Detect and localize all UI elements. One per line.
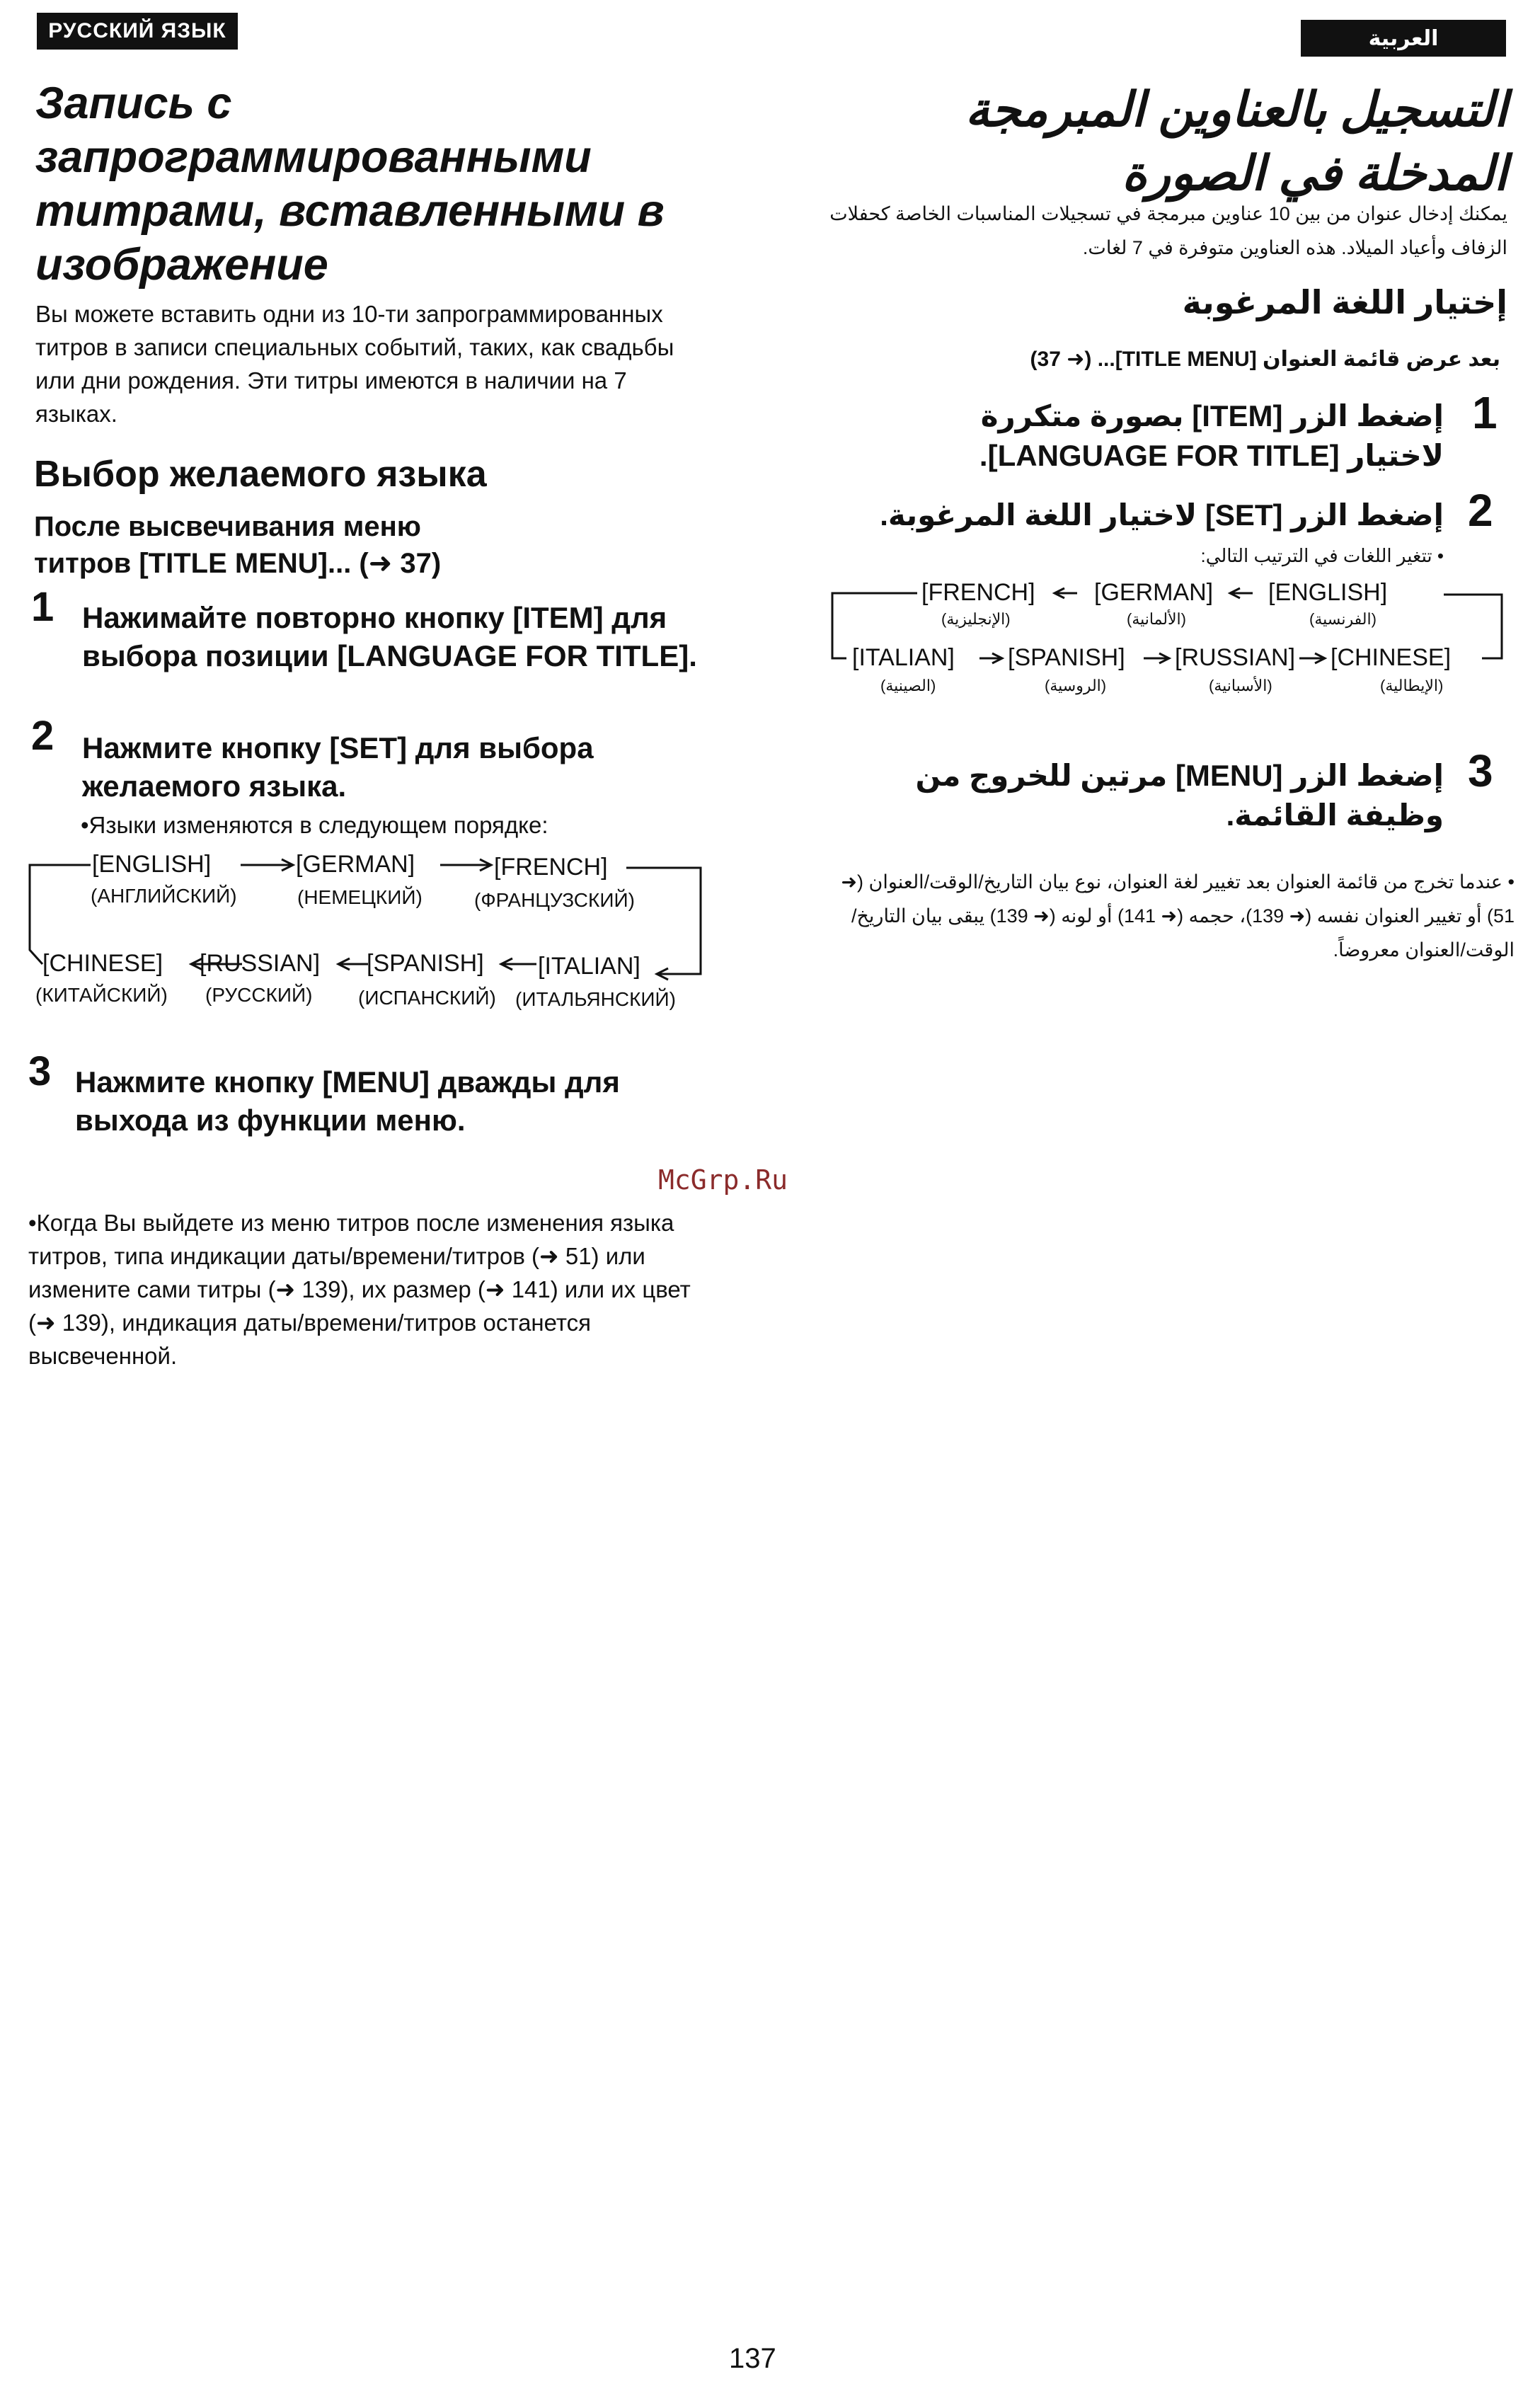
ru-step-3-text: Нажмите кнопку [MENU] дважды для выхода из функции меню. — [75, 1065, 620, 1137]
ar-flow-german-local: (الألمانية) — [1127, 610, 1186, 628]
ru-flow-english: [ENGLISH] — [92, 851, 212, 878]
ru-flow-german: [GERMAN] — [296, 851, 415, 878]
ru-flow-spanish-local: (ИСПАНСКИЙ) — [358, 987, 496, 1009]
ar-flow-russian-local: (الأسبانية) — [1209, 677, 1272, 694]
ar-flow-german: [GERMAN] — [1094, 579, 1214, 606]
ar-step-2-number: 2 — [1468, 485, 1493, 536]
ar-flow-italian-local: (الصينية) — [880, 677, 936, 694]
ar-order-note: • تتغير اللغات في الترتيب التالي: — [1200, 545, 1444, 566]
ar-sub-heading: بعد عرض قائمة العنوان [TITLE MENU]... (➜ 37) — [1030, 348, 1500, 371]
ar-flow-english: [ENGLISH] — [1268, 579, 1388, 606]
ru-flow-russian: [RUSSIAN] — [200, 950, 321, 977]
watermark: McGrp.Ru — [658, 1164, 788, 1196]
ar-flow-spanish: [SPANISH] — [1008, 644, 1125, 671]
ru-flow-french: [FRENCH] — [494, 854, 608, 881]
ar-flow-chinese: [CHINESE] — [1331, 644, 1452, 671]
ru-flow-italian: [ITALIAN] — [538, 953, 640, 980]
ru-flow-german-local: (НЕМЕЦКИЙ) — [297, 886, 423, 908]
ar-flow-spanish-local: (الروسية) — [1045, 677, 1107, 694]
ru-flow-chinese: [CHINESE] — [42, 950, 163, 977]
ru-flow-chinese-local: (КИТАЙСКИЙ) — [35, 984, 168, 1006]
ru-flow-russian-local: (РУССКИЙ) — [205, 984, 313, 1006]
ar-flow-lines — [778, 552, 1540, 722]
ru-step-1-text: Нажимайте повторно кнопку [ITEM] для выбора позиции [LANGUAGE FOR TITLE]. — [82, 601, 697, 672]
ar-intro: يمكنك إدخال عنوان من بين 10 عناوين مبرمجة في تسجيلات المناسبات الخاصة كحفلات الزفاف وأعياد الميلاد. هذه العناوين متوفرة في 7 لغات. — [829, 203, 1507, 258]
ru-sub-heading: После высвечивания меню титров [TITLE MENU]... (➜ 37) — [34, 511, 442, 579]
ar-page-title: التسجيل بالعناوين المبرمجة المدخلة في الصورة — [965, 83, 1507, 200]
ar-footnote: • عندما تخرج من قائمة العنوان بعد تغيير لغة العنوان، نوع بيان التاريخ/الوقت/العنوان (➜ 51) أو تغيير العنوان نفسه (➜ 139)، حجمه (➜ 141) أو لونه (➜ 139) يبقى بيان التاريخ/الوقت/العنوان معروضاً. — [841, 871, 1515, 961]
ar-step-2-text: إضغط الزر [SET] لاختيار اللغة المرغوبة. — [880, 498, 1444, 532]
ar-step-3-number: 3 — [1468, 745, 1493, 796]
ar-step-3-text: إضغط الزر [MENU] مرتين للخروج من وظيفة القائمة. — [915, 759, 1444, 832]
ar-flow-italian: [ITALIAN] — [852, 644, 955, 671]
ru-page-title: Запись с запрограммированными титрами, вставленными в изображение — [35, 79, 665, 290]
ar-language-tab: العربية — [1301, 20, 1506, 57]
ru-order-note: •Языки изменяются в следующем порядке: — [81, 812, 548, 838]
ar-flow-french-local: (الإنجليزية) — [941, 610, 1011, 628]
ar-flow-english-local: (الفرنسية) — [1309, 610, 1377, 628]
ar-step-1-text: إضغط الزر [ITEM] بصورة متكررة لاختيار [LANGUAGE FOR TITLE]. — [979, 399, 1444, 472]
ar-section-heading: إختيار اللغة المرغوبة — [1182, 284, 1507, 321]
ru-step-3-number: 3 — [28, 1048, 52, 1094]
ru-footnote: •Когда Вы выйдете из меню титров после изменения языка титров, типа индикации даты/времени/титров (➜ 51) или измените сами титры (➜ 139), их размер (➜ 141) или их цвет (➜ 139), индикация даты/времени/титров останется высвеченной. — [28, 1210, 691, 1369]
ar-flow-french: [FRENCH] — [921, 579, 1035, 606]
ru-step-2-number: 2 — [31, 713, 54, 759]
ru-flow-spanish: [SPANISH] — [367, 950, 484, 977]
ar-flow-chinese-local: (الإيطالية) — [1380, 677, 1444, 694]
ru-step-1-number: 1 — [31, 584, 54, 630]
page-number: 137 — [729, 2343, 776, 2374]
ar-step-1-number: 1 — [1472, 387, 1498, 438]
ru-language-tab: РУССКИЙ ЯЗЫК — [37, 13, 238, 50]
ru-section-heading: Выбор желаемого языка — [34, 454, 487, 495]
ru-flow-french-local: (ФРАНЦУЗСКИЙ) — [474, 889, 635, 911]
ru-intro: Вы можете вставить одни из 10-ти запрограммированных титров в записи специальных событий, таких, как свадьбы или дни рождения. Эти титры имеются в наличии на 7 языках. — [35, 301, 674, 427]
ru-flow-italian-local: (ИТАЛЬЯНСКИЙ) — [515, 988, 676, 1010]
ar-flow-russian: [RUSSIAN] — [1175, 644, 1296, 671]
ru-flow-english-local: (АНГЛИЙСКИЙ) — [91, 885, 237, 907]
ru-step-2-text: Нажмите кнопку [SET] для выбора желаемого языка. — [82, 731, 594, 803]
